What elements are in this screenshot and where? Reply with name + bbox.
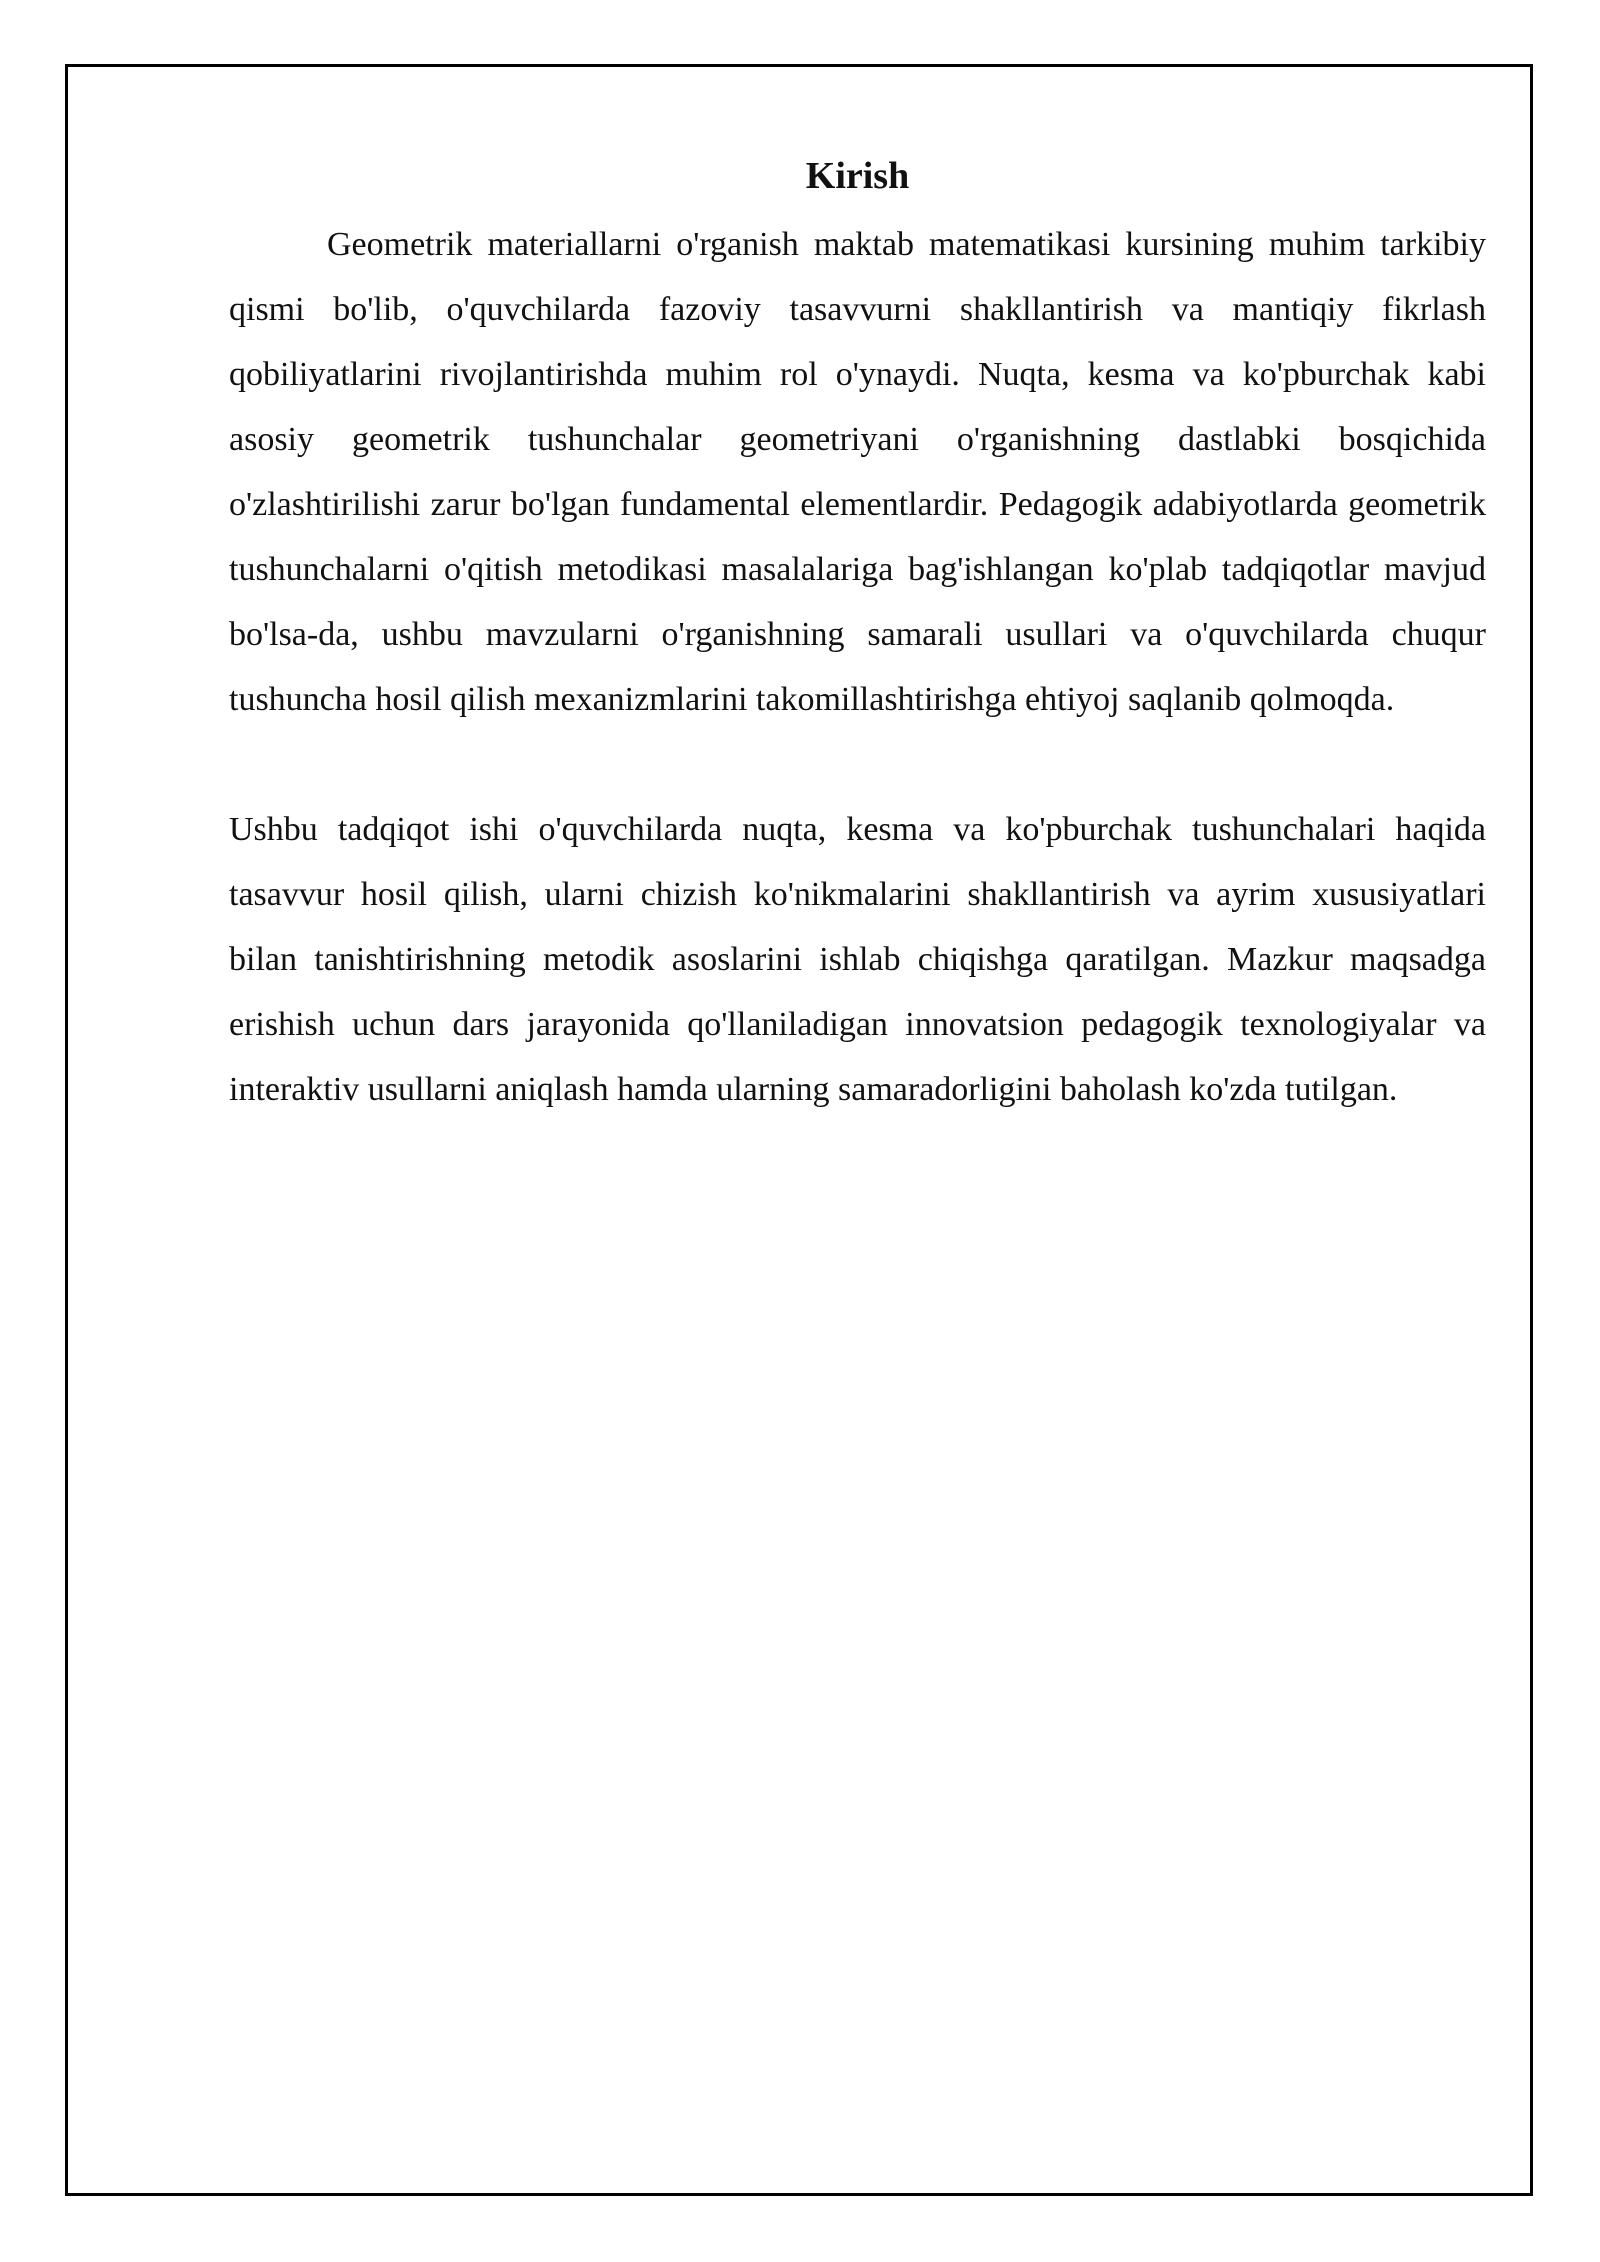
paragraph-spacer	[229, 732, 1486, 797]
paragraph-2: Ushbu tadqiqot ishi o'quvchilarda nuqta, kesma va ko'pburchak tushunchalari haqida tasavvur hosil qilish, ularni chizish ko'nikmalarini shakllantirish va ayrim xususiyatlari bilan tanishtirishning metodik asoslarini ishlab chiqishga qaratilgan. Mazkur maqsadga erishish uchun dars jarayonida qo'llaniladigan innovatsion pedagogik texnologiyalar va interaktiv usullarni aniqlash hamda ularning samaradorligini baholash ko'zda tutilgan.	[229, 811, 1486, 1108]
document-title: Kirish	[805, 155, 910, 197]
paragraph-1: Geometrik materiallarni o'rganish maktab matematikasi kursining muhim tarkibiy qismi bo'lib, o'quvchilarda fazoviy tasavvurni shakllantirish va mantiqiy fikrlash qobiliyatlarini rivojlantirishda muhim rol o'ynaydi. Nuqta, kesma va ko'pburchak kabi asosiy geometrik tushunchalar geometriyani o'rganishning dastlabki bosqichida o'zlashtirilishi zarur bo'lgan fundamental elementlardir. Pedagogik adabiyotlarda geometrik tushunchalarni o'qitish metodikasi masalalariga bag'ishlangan ko'plab tadqiqotlar mavjud bo'lsa-da, ushbu mavzularni o'rganishning samarali usullari va o'quvchilarda chuqur tushuncha hosil qilish mexanizmlarini takomillashtirishga ehtiyoj saqlanib qolmoqda.	[229, 226, 1486, 718]
document-body	[229, 150, 1486, 1122]
